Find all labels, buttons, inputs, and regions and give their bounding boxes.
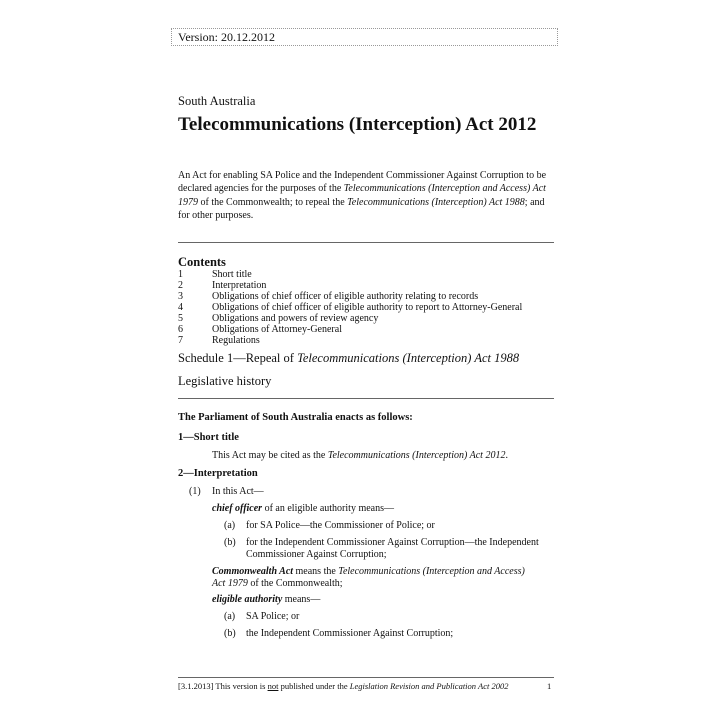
version-box (171, 28, 558, 46)
long-title-part: An Act for enabling SA Police and the Independent Commissioner Against Corruption to be declared agencies for the purposes of the (178, 170, 547, 195)
defined-term: Commonwealth Act (212, 566, 294, 577)
toc-label: Regulations (212, 335, 260, 346)
definition-text: of an eligible authority means— (262, 503, 394, 514)
toc-item[interactable] (178, 313, 522, 324)
defined-term: chief officer (212, 503, 263, 514)
section-text-part: This Act may be cited as the (212, 450, 328, 461)
toc-number: 2 (178, 280, 183, 291)
footer-note (178, 681, 508, 691)
paragraph-number: (b) (224, 537, 236, 548)
long-title-italic: Telecommunications (Interception and Access) Act 1979 (178, 183, 546, 208)
toc-item[interactable] (178, 280, 522, 291)
definition-italic: Telecommunications (Interception and Access) Act 1979 (212, 566, 525, 589)
toc-number: 1 (178, 269, 183, 280)
toc-legislative-history[interactable]: Legislative history (178, 374, 272, 388)
long-title-part: ; and for other purposes. (178, 196, 545, 222)
version-label: Version: 20.12.2012 (178, 30, 275, 44)
defined-term: eligible authority (212, 594, 283, 605)
footer-act-name: Legislation Revision and Publication Act 2002 (349, 681, 509, 691)
definition-text: means the (293, 566, 339, 577)
paragraph-text: the Independent Commissioner Against Corruption; (246, 628, 454, 639)
toc-label: Obligations of chief officer of eligible authority relating to records (212, 291, 479, 302)
divider (178, 242, 554, 243)
footer-part: [3.1.2013] This version is (178, 681, 268, 691)
definition-text: means— (282, 594, 321, 605)
table-of-contents (178, 269, 522, 346)
toc-schedule-1[interactable] (178, 351, 519, 366)
long-title-part: of the Commonwealth; to repeal the (198, 196, 348, 208)
toc-item[interactable] (178, 302, 522, 313)
toc-item[interactable] (178, 335, 522, 346)
act-title: Telecommunications (Interception) Act 2012 (178, 114, 537, 135)
definition-eligible-authority (212, 594, 320, 606)
toc-item[interactable] (178, 269, 522, 280)
footer-not: not (267, 681, 279, 691)
toc-label: Interpretation (212, 280, 267, 291)
toc-number: 6 (178, 324, 183, 335)
long-title (178, 169, 558, 223)
paragraph-text: for SA Police—the Commissioner of Police; or (246, 520, 435, 531)
section-heading: 2—Interpretation (178, 468, 258, 479)
toc-number: 7 (178, 335, 183, 346)
paragraph-text: SA Police; or (246, 611, 300, 622)
schedule-prefix: Schedule 1—Repeal of (178, 351, 298, 365)
section-text-part: . (505, 450, 508, 461)
toc-number: 5 (178, 313, 183, 324)
jurisdiction: South Australia (178, 94, 256, 108)
toc-item[interactable] (178, 324, 522, 335)
page-number: 1 (547, 681, 552, 691)
section-heading: 1—Short title (178, 432, 239, 443)
subsection-text: In this Act— (212, 486, 264, 497)
paragraph-text: for the Independent Commissioner Against Corruption—the Independent Commissioner Against Corruption; (246, 537, 539, 560)
paragraph-number: (b) (224, 628, 236, 639)
paragraph-number: (a) (224, 611, 236, 622)
schedule-act-name: Telecommunications (Interception) Act 1988 (297, 351, 520, 365)
paragraph-number: (a) (224, 520, 236, 531)
toc-label: Obligations and powers of review agency (212, 313, 379, 324)
footer-part: published under the (278, 681, 350, 691)
contents-heading: Contents (178, 255, 226, 269)
toc-number: 4 (178, 302, 183, 313)
toc-label: Obligations of chief officer of eligible authority to report to Attorney-General (212, 302, 523, 313)
footer-divider (178, 677, 554, 678)
section-text (212, 450, 508, 462)
definition-text: of the Commonwealth; (247, 577, 343, 589)
toc-label: Short title (212, 269, 252, 280)
definition-chief-officer (212, 503, 394, 515)
enacting-words: The Parliament of South Australia enacts as follows: (178, 412, 413, 423)
long-title-italic: Telecommunications (Interception) Act 1988 (347, 196, 525, 208)
section-text-italic: Telecommunications (Interception) Act 2012 (327, 450, 506, 461)
definition-commonwealth-act (212, 566, 532, 589)
subsection-number: (1) (189, 486, 201, 497)
toc-item[interactable] (178, 291, 522, 302)
toc-label: Obligations of Attorney-General (212, 324, 342, 335)
toc-number: 3 (178, 291, 183, 302)
divider (178, 398, 554, 399)
